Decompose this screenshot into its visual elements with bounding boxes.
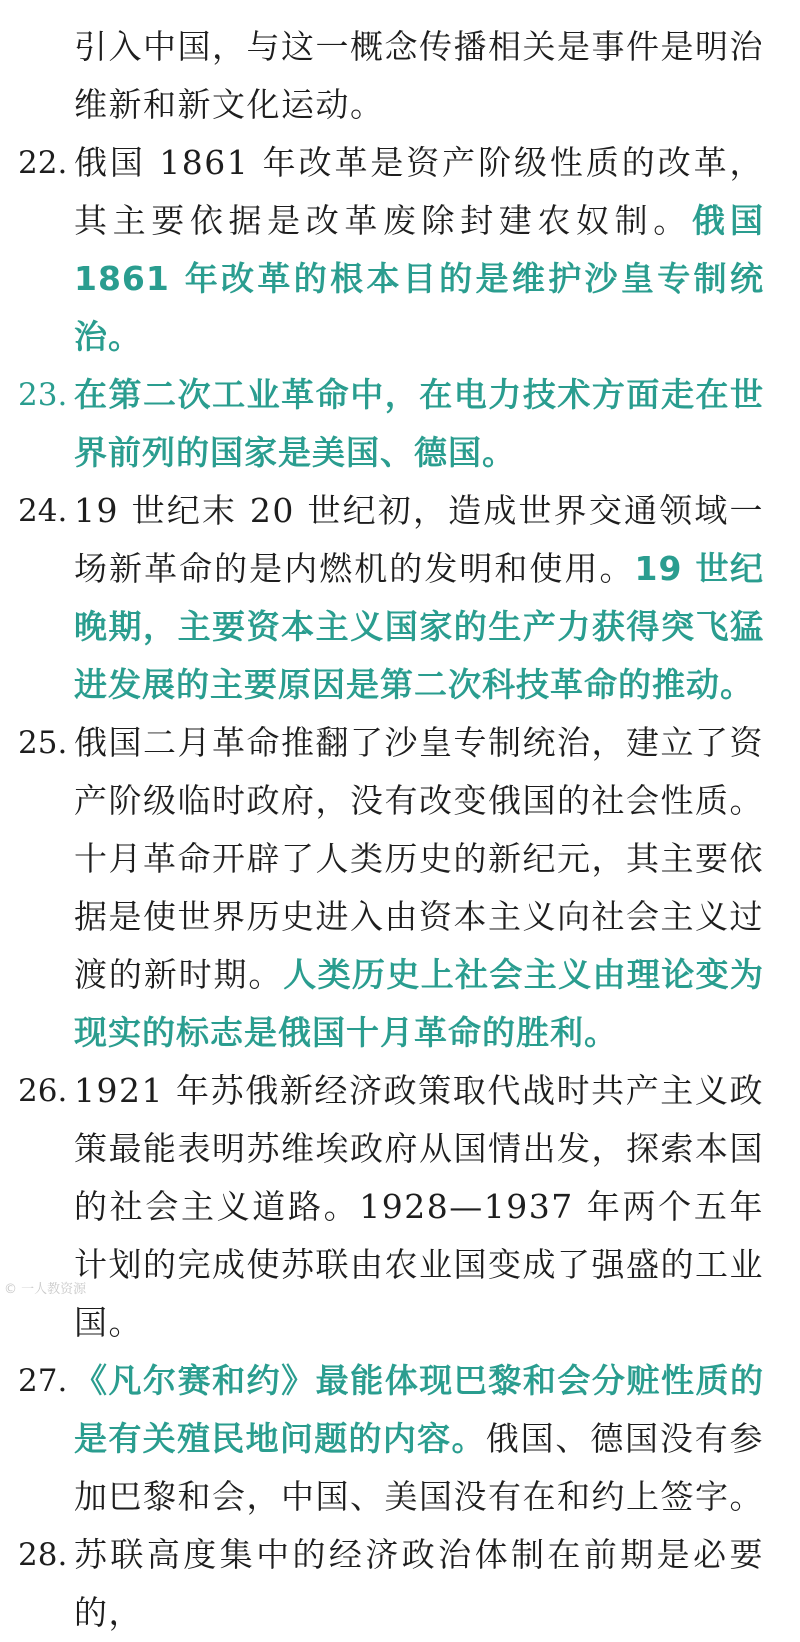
- item-text: 19 世纪末 20 世纪初，造成世界交通领域一场新革命的是内燃机的发明和使用。: [74, 491, 764, 588]
- watermark: © 一人教资源: [4, 1282, 87, 1297]
- item-highlight: 《凡尔赛和约》最能体现巴黎和会分赃性质的是有关殖民地问题的内容。: [74, 1361, 764, 1458]
- item-number: 25.: [18, 725, 68, 761]
- item-highlight: 俄国 1861 年改革的根本目的是维护沙皇专制统治。: [74, 201, 765, 356]
- item-highlight: 19 世纪晚期，主要资本主义国家的生产力获得突飞猛进发展的主要原因是第二次科技革命的推动。: [74, 549, 764, 704]
- item-number: 24.: [18, 493, 68, 529]
- item-highlight: 人类历史上社会主义由理论变为现实的标志是俄国十月革命的胜利。: [74, 955, 765, 1052]
- list-item: [0, 18, 800, 134]
- item-text: 俄国 1861 年改革是资产阶级性质的改革，其主要依据是改革废除封建农奴制。: [74, 143, 764, 240]
- item-number: 28.: [18, 1537, 68, 1573]
- item-text: 苏联高度集中的经济政治体制在前期是必要的，: [74, 1535, 764, 1632]
- item-text: 引入中国，与这一概念传播相关是事件是明治维新和新文化运动。: [74, 27, 764, 124]
- item-text: 1921 年苏俄新经济政策取代战时共产主义政策最能表明苏维埃政府从国情出发，探索本国的社会主义道路。1928—1937 年两个五年计划的完成使苏联由农业国变成了强盛的工业国。: [74, 1071, 764, 1342]
- item-number: 27.: [18, 1363, 68, 1399]
- list-item: [0, 714, 800, 1062]
- list-item: [0, 1352, 800, 1526]
- list-item: [0, 1526, 800, 1642]
- list-item: [0, 134, 800, 366]
- list-item: [0, 1062, 800, 1352]
- item-highlight: 在第二次工业革命中，在电力技术方面走在世界前列的国家是美国、德国。: [74, 375, 764, 472]
- item-number: 23.: [18, 377, 68, 413]
- item-number: 22.: [18, 145, 68, 181]
- item-text: 俄国二月革命推翻了沙皇专制统治，建立了资产阶级临时政府，没有改变俄国的社会性质。十月革命开辟了人类历史的新纪元，其主要依据是使世界历史进入由资本主义向社会主义过渡的新时期。: [74, 723, 764, 994]
- item-number: 26.: [18, 1073, 68, 1109]
- list-item: [0, 366, 800, 482]
- list-item: [0, 482, 800, 714]
- item-text: 俄国、德国没有参加巴黎和会，中国、美国没有在和约上签字。: [74, 1419, 765, 1516]
